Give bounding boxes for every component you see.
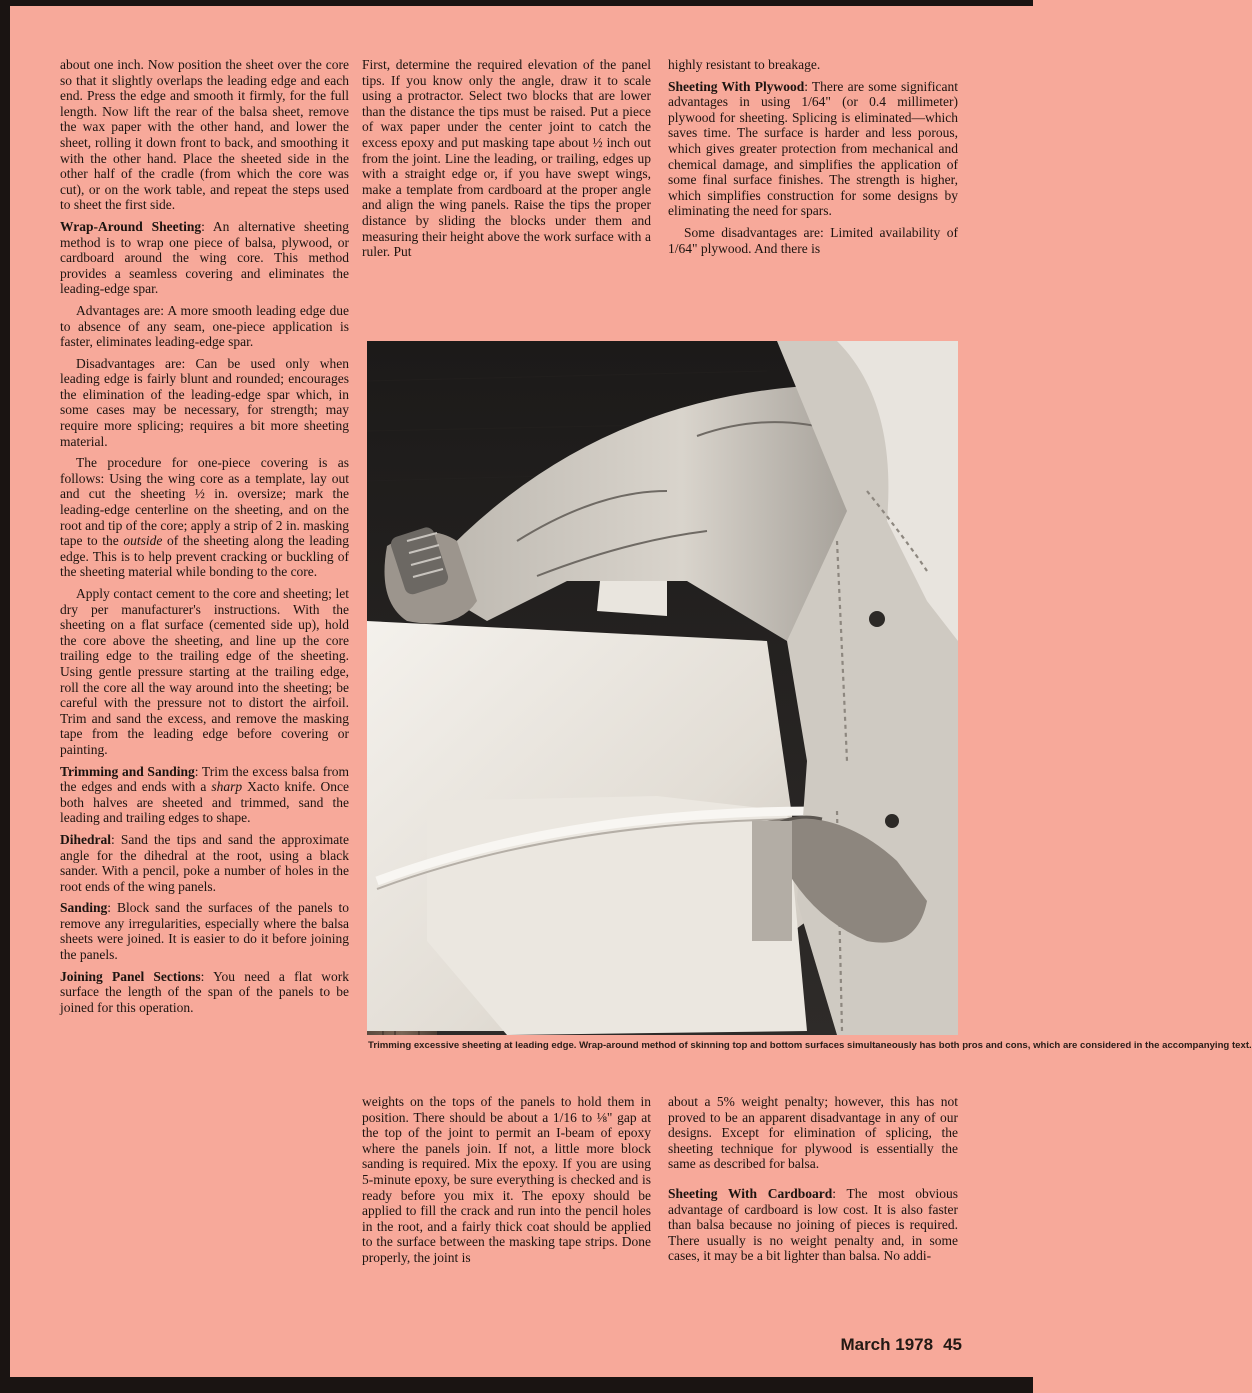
column-1 [60, 57, 349, 1021]
page-number: 45 [943, 1335, 962, 1354]
page-folio [782, 1335, 962, 1355]
photo-illustration [367, 341, 958, 1035]
photo-caption: Trimming excessive sheeting at leading edge. Wrap-around method of skinning top and bottom surfaces simultaneously has both pros and cons, which are considered in the accompanying text. [368, 1040, 1252, 1051]
heading-sanding: Sanding [60, 900, 108, 916]
paragraph-plywood-disadvantages: Some disadvantages are: Limited availability of 1/64" plywood. And there is [668, 224, 958, 256]
paragraph-weight-penalty: about a 5% weight penalty; however, this has not proved to be an apparent disadvantage in any of our designs. Except for elimination of splicing, the sheeting technique for plywood is essentially the same as described for balsa. [668, 1094, 958, 1172]
heading-wrap-around: Wrap-Around Sheeting [60, 218, 202, 234]
heading-plywood: Sheeting With Plywood [668, 78, 805, 94]
jacket-button-2 [885, 814, 899, 828]
paragraph-elevation: First, determine the required elevation of the panel tips. If you know only the angle, draw it to scale using a protractor. Select two blocks that are lower than the distance the tips must be raised. Put a piece of wax paper under the center joint to catch the excess epoxy and put masking tape about ½ inch out from the joint. Line the leading, or trailing, edges up with a straight edge or, if you have swept wings, make a template from cardboard at the proper angle and align the wing panels. Raise the tips the proper distance by sliding the blocks under them and measuring their height above the work surface with a ruler. Put [362, 57, 651, 260]
scan-edge-left [0, 0, 10, 1393]
scan-edge-top [0, 0, 1033, 6]
jacket-button-1 [869, 611, 885, 627]
photo-trimming-sheeting [367, 341, 958, 1035]
paragraph-epoxy: weights on the tops of the panels to hold them in position. There should be about a 1/16 to ⅛" gap at the top of the joint to permit an I-beam of epoxy where the panels join. If not, a little more block sanding is required. Mix the epoxy. If you are using 5-minute epoxy, be sure everything is checked and is ready before you mix it. The epoxy should be applied to fill the crack and run into the pencil holes in the root, and a fairly thick coat should be applied to the surface between the masking tape strips. Done properly, the joint is [362, 1094, 651, 1265]
heading-joining: Joining Panel Sections [60, 968, 201, 984]
scan-edge-bottom [0, 1377, 1033, 1393]
paragraph-breakage: highly resistant to breakage. [668, 57, 821, 72]
column-3-top [668, 57, 958, 262]
section-plywood: Sheeting With Plywood: There are some significant advantages in using 1/64" (or 0.4 millimeter) plywood for sheeting. Splicing is eliminated—which saves time. The surface is harder and less porous, which gives greater protection from mechanical and chemical damage, and simplifies the application of some final surface finishes. The strength is higher, which simplifies construction for some designs by eliminating the need for spars. [668, 78, 958, 219]
jacket-cuff [752, 821, 792, 941]
section-cardboard: Sheeting With Cardboard: The most obvious advantage of cardboard is low cost. It is also faster than balsa because no joining of pieces is required. There usually is no weight penalty and, in some cases, it may be a bit lighter than balsa. No addi- [668, 1185, 958, 1264]
paragraph-disadvantages: Disadvantages are: Can be used only when leading edge is fairly blunt and rounded; encourages the elimination of the leading-edge spar which, in some cases may be necessary, for strength; may require more splicing; requires a bit more sheeting material. [60, 355, 349, 449]
section-joining: Joining Panel Sections: You need a flat work surface the length of the span of the panels to be joined for this operation. [60, 968, 350, 1015]
paragraph-apply-cement: Apply contact cement to the core and sheeting; let dry per manufacturer's instructions. With the sheeting on a flat surface (cemented side up), hold the core above the sheeting, and line up the core trailing edge to the trailing edge of the sheeting. Using gentle pressure starting at the trailing edge, roll the core all the way around into the sheeting; be careful with the pressure not to distort the airfoil. Trim and sand the excess, and remove the masking tape from the leading edge before covering or painting. [60, 586, 349, 757]
paragraph-advantages: Advantages are: A more smooth leading edge due to absence of any seam, one-piece application is faster, eliminates leading-edge spar. [60, 302, 349, 350]
section-trimming: Trimming and Sanding: Trim the excess balsa from the edges and ends with a sharp Xacto knife. Once both halves are sheeted and trimmed, sand the leading and trailing edges to shape. [60, 763, 349, 826]
issue-date: March 1978 [840, 1335, 934, 1354]
heading-dihedral: Dihedral [60, 831, 112, 847]
column-3-bottom [668, 1094, 958, 1270]
paragraph-procedure: The procedure for one-piece covering is as follows: Using the wing core as a template, lay out and cut the sheeting ½ in. oversize; mark the leading-edge centerline on the sheeting, and on the root and tip of the core; apply a strip of 2 in. masking tape to the outside of the sheeting along the leading edge. This is to help prevent cracking or buckling of the sheeting material while bonding to the core. [60, 455, 350, 580]
section-dihedral: Dihedral: Sand the tips and sand the approximate angle for the dihedral at the root, using a black sander. With a pencil, poke a number of holes in the root ends of the wing panels. [60, 831, 349, 894]
column-2-bottom [362, 1094, 651, 1272]
section-wrap-around: Wrap-Around Sheeting: An alternative sheeting method is to wrap one piece of balsa, plywood, or cardboard around the wing core. This method provides a seamless covering and eliminates the leading-edge spar. [60, 218, 349, 297]
heading-trimming: Trimming and Sanding [60, 763, 195, 779]
paragraph-position-sheet: about one inch. Now position the sheet over the core so that it slightly overlaps the leading edge and each end. Press the edge and smooth it firmly, for the full length. Now lift the rear of the balsa sheet, remove the wax paper with the other hand, and lower the sheet, rolling it down front to back, and smoothing it with the other hand. Place the sheeted side in the other half of the cradle (from which the core was cut), or on the work table, and repeat the steps used to sheet the first side. [60, 57, 349, 213]
column-2-top [362, 57, 651, 266]
section-sanding: Sanding: Block sand the surfaces of the panels to remove any irregularities, especially where the balsa sheets were joined. It is easier to do it before joining the panels. [60, 900, 349, 963]
heading-cardboard: Sheeting With Cardboard [668, 1185, 833, 1201]
